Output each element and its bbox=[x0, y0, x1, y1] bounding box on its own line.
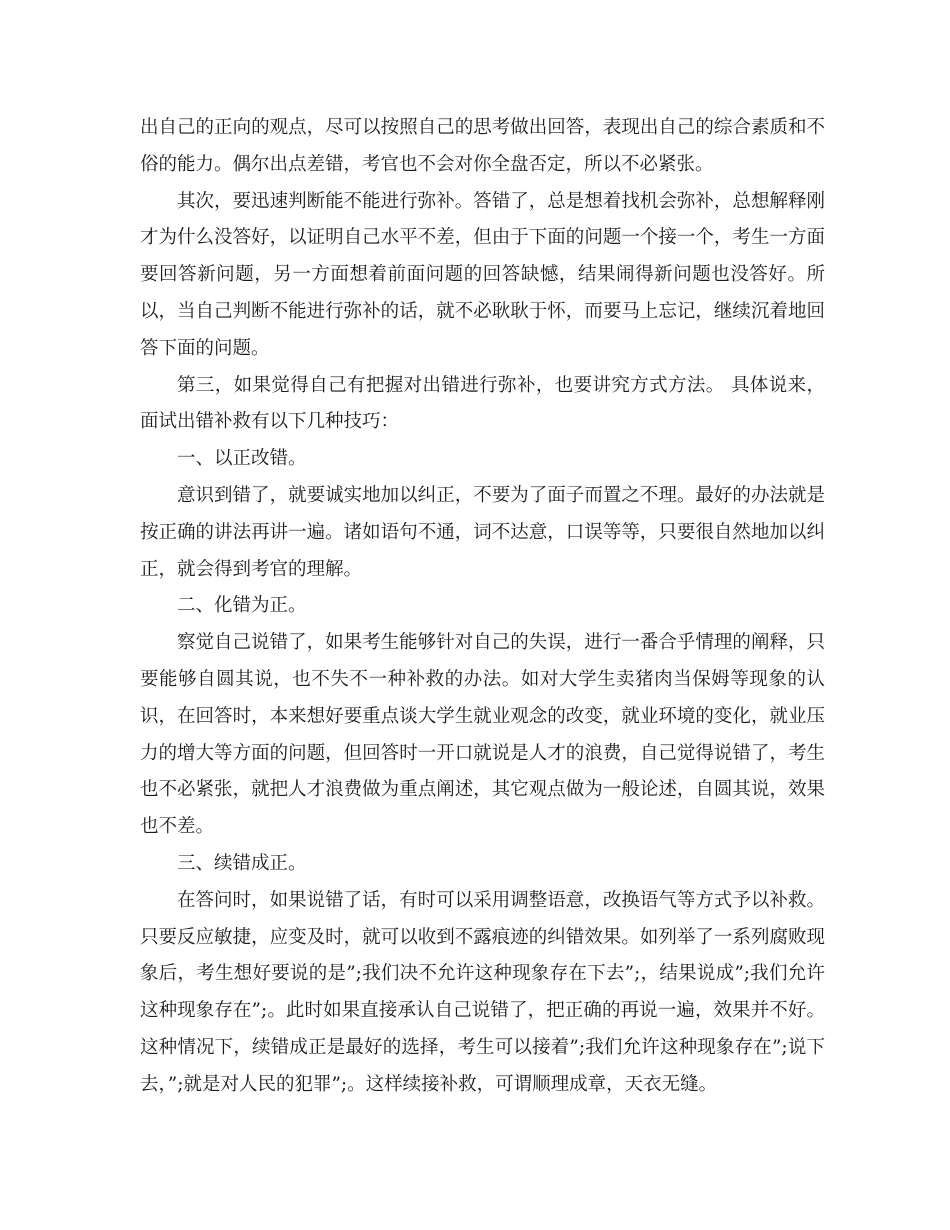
section-heading: 一、以正改错。 bbox=[177, 448, 307, 470]
document-body bbox=[140, 110, 825, 1104]
paragraph: 出自己的正向的观点，尽可以按照自己的思考做出回答，表现出自己的综合素质和不俗的能力。偶尔出点差错，考官也不会对你全盘否定，所以不必紧张。 bbox=[140, 117, 825, 175]
paragraph: 第三，如果觉得自己有把握对出错进行弥补，也要讲究方式方法。 具体说来，面试出错补救有以下几种技巧： bbox=[140, 374, 825, 433]
paragraph: 察觉自己说错了，如果考生能够针对自己的失误，进行一番合乎情理的阐释，只要能够自圆其说，也不失不一种补救的办法。如对大学生卖猪肉当保姆等现象的认识，在回答时，本来想好要重点谈大学生就业观念的改变，就业环境的变化，就业压力的增大等方面的问题，但回答时一开口就说是人才的浪费，自己觉得说错了，考生也不必紧张，就把人才浪费做为重点阐述，其它观点做为一般论述，自圆其说，效果也不差。 bbox=[140, 632, 825, 838]
section-heading: 三、续错成正。 bbox=[177, 852, 307, 874]
section-heading: 二、化错为正。 bbox=[177, 595, 307, 617]
paragraph: 其次，要迅速判断能不能进行弥补。答错了，总是想着找机会弥补，总想解释刚才为什么没答好，以证明自己水平不差，但由于下面的问题一个接一个，考生一方面要回答新问题，另一方面想着前面问题的回答缺憾，结果闹得新问题也没答好。所以，当自己判断不能进行弥补的话，就不必耿耿于怀，而要马上忘记，继续沉着地回答下面的问题。 bbox=[140, 190, 825, 359]
paragraph: 在答问时，如果说错了话，有时可以采用调整语意，改换语气等方式予以补救。只要反应敏捷，应变及时，就可以收到不露痕迹的纠错效果。如列举了一系列腐败现象后，考生想好要说的是”;我们决不允许这种现象存在下去”;，结果说成”;我们允许这种现象存在”;。此时如果直接承认自己说错了，把正确的再说一遍，效果并不好。这种情况下，续错成正是最好的选择，考生可以接着”;我们允许这种现象存在”;说下去，”;就是对人民的犯罪”;。这样续接补救，可谓顺理成章，天衣无缝。 bbox=[140, 889, 825, 1095]
paragraph: 意识到错了，就要诚实地加以纠正，不要为了面子而置之不理。最好的办法就是按正确的讲法再讲一遍。诸如语句不通，词不达意，口误等等，只要很自然地加以纠正，就会得到考官的理解。 bbox=[140, 484, 825, 580]
